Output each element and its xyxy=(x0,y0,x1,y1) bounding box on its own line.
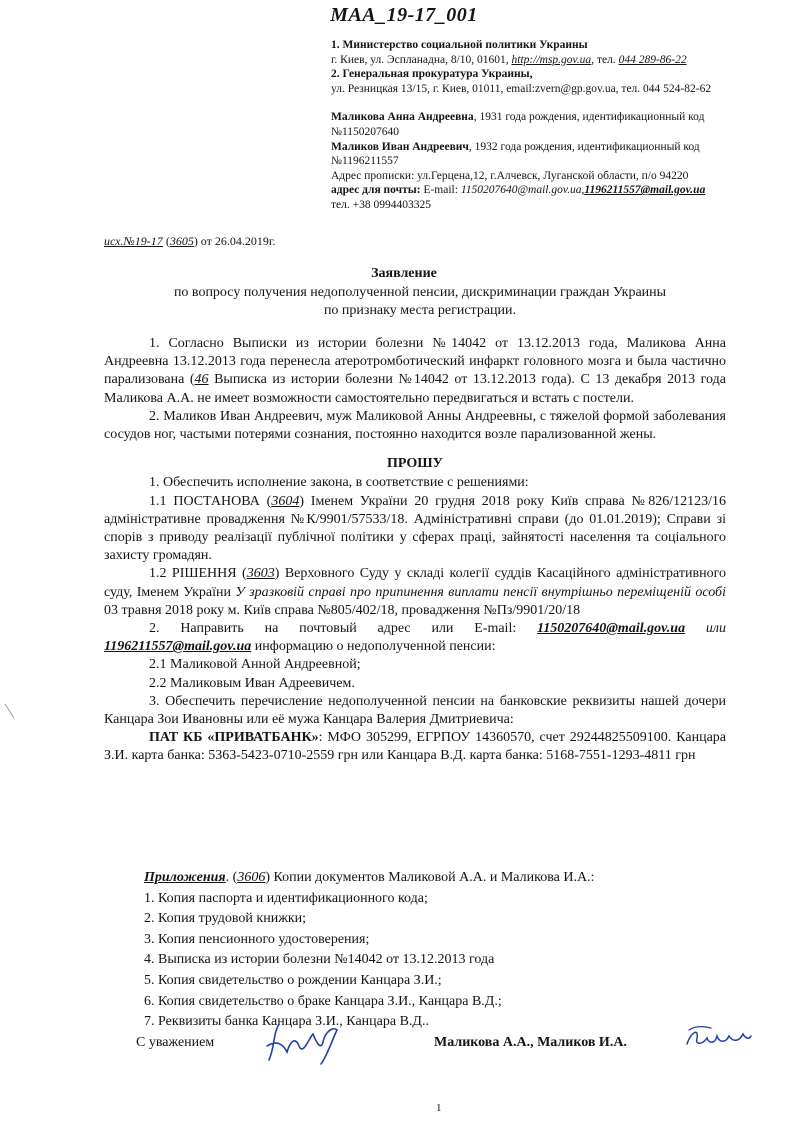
recipient-1-name: 1. Министерство социальной политики Украины xyxy=(331,39,588,51)
request-2-email-2-link[interactable]: 1196211557@mail.gov.ua xyxy=(104,639,252,655)
reference-number: исх.№19-17 xyxy=(104,234,163,248)
margin-mark-icon xyxy=(3,702,17,720)
subtitle-line-2: по признаку места регистрации. xyxy=(323,303,517,318)
addressee-block xyxy=(331,38,731,213)
email-1-link[interactable]: 1150207640@mail.gov.ua xyxy=(460,184,582,197)
bank-name: ПАТ КБ «ПРИВАТБАНК» xyxy=(149,730,319,746)
bank-details xyxy=(104,729,726,765)
attachment-item: 4. Выписка из истории болезни №14042 от 13.12.2013 года xyxy=(144,952,495,968)
mail-prefix: E-mail: xyxy=(420,184,461,197)
sender-address: Адрес прописки: ул.Герцена,12, г.Алчевск, Луганской области, п/о 94220 xyxy=(331,169,689,182)
attachments-code: 3606 xyxy=(237,870,266,885)
recipient-2-address: ул. Резницкая 13/15, г. Киев, 01011, email:zvern@gp.gov.ua, тел. 044 524-82-62 xyxy=(331,82,712,95)
request-1-1-ref: 3604 xyxy=(271,493,300,509)
request-2-text-a: 2. Направить на почтовый адрес или E-mail: xyxy=(149,621,538,637)
attachment-item: 7. Реквизиты банка Канцара З.И., Канцара В.Д.. xyxy=(144,1014,429,1030)
signature-1-icon xyxy=(263,1016,343,1066)
mail-address xyxy=(331,183,731,198)
request-2-or: или xyxy=(685,621,726,637)
bank-requisites: : МФО 305299, ЕГРПОУ 14360570, счет 29244825509100. Канцара З.И. карта банка: 5363-5423-0710-2559 грн или Канцара В.Д. карта банка: 5168-7551-1293-4811 грн xyxy=(104,730,726,764)
document-id: MAA_19-17_001 xyxy=(330,4,478,26)
recipient-1-address xyxy=(331,53,731,68)
request-1-1-text-b: ) Іменем України 20 грудня 2018 року Київ справа №826/12123/16 адміністративне провадження №К/9901/57533/18. Адміністративні справи (до 01.01.2019); Справи зі спорів з приводу реалізації публічної політики у сферах праці, зайнятості населення та соціального захисту громадян. xyxy=(104,493,726,564)
attachments-header xyxy=(144,868,704,889)
subtitle-line-1: по вопросу получения недополученной пенсии, дискриминации граждан Украины xyxy=(173,285,667,300)
paragraph-1-ref: 46 xyxy=(194,372,209,388)
document-subtitle xyxy=(120,284,720,320)
request-2-2: 2.2 Маликовым Иван Адреевичем. xyxy=(149,675,355,691)
request-2 xyxy=(104,620,726,656)
recipient-2-name: 2. Генеральная прокуратура Украины, xyxy=(331,68,533,81)
request-1-2-case-title: У зразковій справі про припинення виплати пенсії внутрішньо переміщеній особі xyxy=(235,584,726,600)
paragraph-1-text-a: 1. Согласно Выписки из истории болезни №14042 от 13.12.2013 года, Маликова Анна Андреевна 13.12.2013 года перенесла атеротромботический инфаркт головного мозга и была частично парализована ( xyxy=(104,336,726,388)
request-1-2-text-a: 1.2 РІШЕННЯ ( xyxy=(149,566,247,582)
request-2-1: 2.1 Маликовой Анной Андреевной; xyxy=(149,657,361,673)
mail-label: адрес для почты: xyxy=(331,184,421,197)
reference-date: ) от 26.04.2019г. xyxy=(193,234,276,248)
signatories: Маликова А.А., Маликов И.А. xyxy=(434,1035,627,1050)
sender-2-name: Маликов Иван Андреевич xyxy=(331,140,469,153)
email-2-link[interactable]: 1196211557@mail.gov.ua xyxy=(584,184,706,197)
attachment-item: 6. Копия свидетельство о браке Канцара З.И., Канцара В.Д.; xyxy=(144,993,502,1009)
sender-1-details: , 1931 года рождения, идентификационный код №1150207640 xyxy=(331,111,705,138)
attachments-intro: ) Копии документов Маликовой А.А. и Маликова И.А.: xyxy=(265,870,595,885)
attachment-item: 3. Копия пенсионного удостоверения; xyxy=(144,931,370,947)
recipient-1-tel-label: , тел. xyxy=(591,53,619,66)
attachment-item: 5. Копия свидетельство о рождении Канцара З.И.; xyxy=(144,972,442,988)
attachments-block xyxy=(144,868,704,1033)
attachments-label: Приложения xyxy=(144,870,226,885)
sender-2-details: , 1932 года рождения, идентификационный код №1196211557 xyxy=(331,140,700,168)
request-heading: ПРОШУ xyxy=(387,456,443,472)
email-separator: , xyxy=(581,184,585,197)
paragraph-1-text-b: Выписка из истории болезни №14042 от 13.12.2013 года). С 13 декабря 2013 года Маликова А.А. не имеет возможности самостоятельно передвигаться и встать с постели. xyxy=(104,372,726,406)
request-1-1-text-a: 1.1 ПОСТАНОВА ( xyxy=(149,493,272,509)
attachment-item: 2. Копия трудовой книжки; xyxy=(144,911,307,927)
request-1-2 xyxy=(104,565,726,620)
closing-phrase: С уважением xyxy=(136,1035,215,1050)
recipient-1-phone: 044 289-86-22 xyxy=(618,53,687,66)
signature-2-icon xyxy=(681,1022,753,1054)
recipient-1-url-link[interactable]: http://msp.gov.ua xyxy=(511,53,592,66)
page-number: 1 xyxy=(436,1102,442,1114)
request-2-text-b: информацию о недополученной пенсии: xyxy=(251,639,496,655)
sender-2 xyxy=(331,140,731,169)
paragraph-1 xyxy=(104,335,726,408)
request-1-1 xyxy=(104,493,726,566)
outgoing-reference xyxy=(104,234,275,249)
request-3: 3. Обеспечить перечисление недополученной пенсии на банковские реквизиты нашей дочери Канцара Зои Ивановны или её мужа Канцара Валерия Дмитриевича: xyxy=(104,693,726,728)
request-2-email-1-link[interactable]: 1150207640@mail.gov.ua xyxy=(537,621,686,637)
sender-phone: тел. +38 0994403325 xyxy=(331,198,431,211)
request-1-2-ref: 3603 xyxy=(246,566,275,582)
paragraph-2: 2. Маликов Иван Андреевич, муж Маликовой Анны Андреевны, с тяжелой формой заболевания сосудов ног, частыми потерями сознания, постоянно находится возле парализованной жены. xyxy=(104,408,726,443)
attachments-label-dot: . ( xyxy=(225,870,238,885)
document-title: Заявление xyxy=(371,266,437,281)
sender-1 xyxy=(331,110,731,139)
attachment-item: 1. Копия паспорта и идентификационного кода; xyxy=(144,890,428,906)
document-body xyxy=(104,335,726,766)
reference-code: 3605 xyxy=(169,234,194,248)
request-1: 1. Обеспечить исполнение закона, в соответствие с решениями: xyxy=(149,475,529,491)
recipient-1-street: г. Киев, ул. Эспланадна, 8/10, 01601, xyxy=(331,53,512,66)
request-1-2-text-b: ) Верховного Суду у складі колегії суддів Касаційного адміністративного суду, Іменем України xyxy=(104,566,727,600)
sender-1-name: Маликова Анна Андреевна xyxy=(331,111,474,124)
reference-code-open: ( xyxy=(162,234,170,248)
request-1-2-text-c: 03 травня 2018 року м. Київ справа №805/402/18, провадження №Пз/9901/20/18 xyxy=(104,602,581,618)
